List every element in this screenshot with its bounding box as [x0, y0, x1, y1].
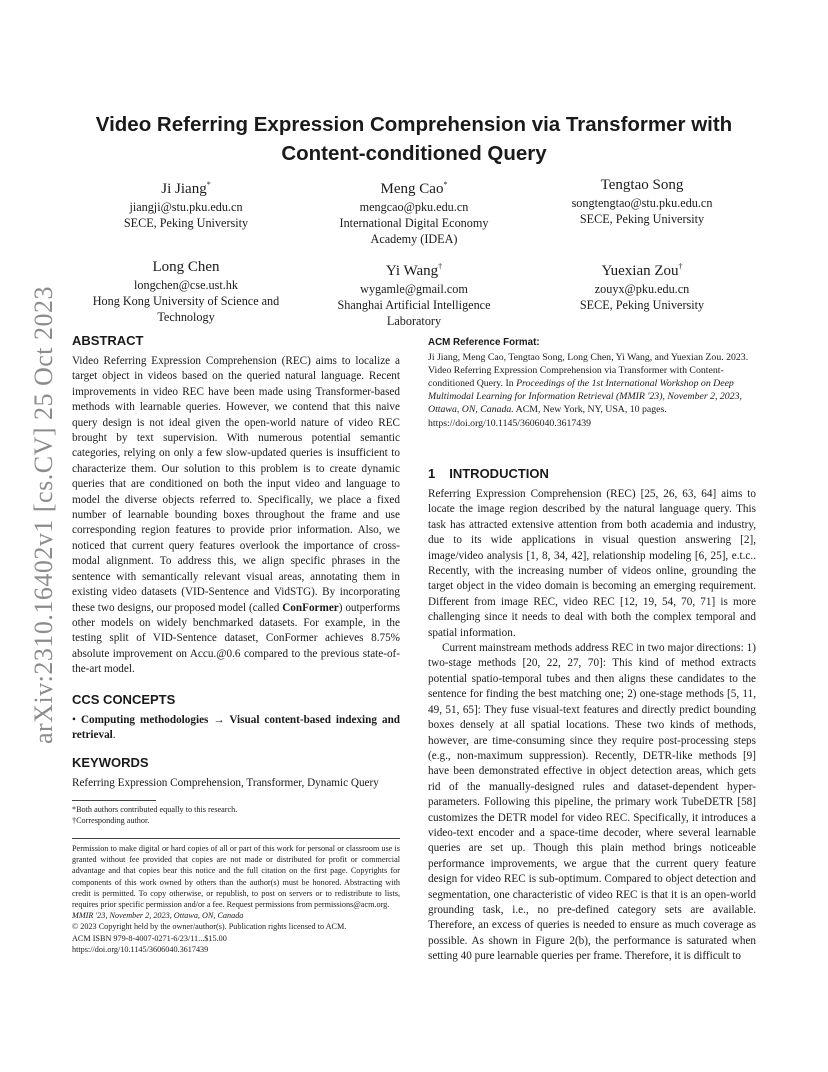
author-long-chen	[72, 257, 300, 325]
author-email: songtengtao@stu.pku.edu.cn	[571, 196, 713, 210]
footnote-equal: *Both authors contributed equally to this research.	[72, 805, 238, 814]
author-name: Ji Jiang	[161, 181, 207, 197]
author-affiliation: International Digital Economy	[339, 216, 489, 230]
title-line-1: Video Referring Expression Comprehension via Transformer with	[95, 113, 733, 136]
permission-block	[72, 838, 400, 955]
ccs-section	[72, 692, 400, 744]
acm-reference-heading: ACM Reference Format:	[428, 337, 540, 348]
model-name: ConFormer	[282, 601, 339, 614]
arxiv-stamp	[14, 255, 74, 775]
abstract-heading: ABSTRACT	[72, 333, 144, 348]
title-line-2: Content-conditioned Query	[281, 142, 547, 165]
author-affiliation-2: Academy (IDEA)	[370, 232, 458, 246]
author-ji-jiang	[72, 175, 300, 231]
footnotes	[72, 800, 400, 826]
section-title: INTRODUCTION	[449, 466, 549, 481]
author-affiliation: Shanghai Artificial Intelligence	[337, 298, 491, 312]
abstract-text: Video Referring Expression Comprehension (REC) aims to localize a target object in videos based on the queried natural language. Recent improvements in video REC have been made using Transformer-based methods with learnable queries. However, we contend that this naive query design is not ideal given the open-world nature of video REC brought by text supervision. With numerous potential semantic categories, relying on only a few slow-updated queries is insufficient to characterize them. Our solution to this problem is to create dynamic queries that are conditioned on both the input video and language to model the diverse objects referred to. Specifically, we place a fixed number of learnable bounding boxes throughout the frame and use corresponding region features to provide prior information. Also, we noticed that current query features overlook the importance of cross-modal alignment. To address this, we align specific phrases in the sentence with semantically relevant visual areas, annotating them in existing video datasets (VID-Sentence and VidSTG). By incorporating these two designs, our proposed model (called	[72, 355, 400, 614]
ccs-bullet: •	[72, 714, 76, 726]
arxiv-stamp-text: arXiv:2310.16402v1 [cs.CV] 25 Oct 2023	[29, 285, 58, 745]
author-affiliation-2: Laboratory	[386, 314, 442, 328]
ccs-heading: CCS CONCEPTS	[72, 692, 176, 707]
author-yi-wang	[300, 257, 528, 329]
permission-isbn: ACM ISBN 979-8-4007-0271-6/23/11...$15.00	[72, 933, 227, 943]
keywords-heading: KEYWORDS	[72, 755, 149, 770]
footnote-corresponding: †Corresponding author.	[72, 816, 150, 825]
author-affiliation: Hong Kong University of Science and	[92, 294, 280, 308]
author-email: longchen@cse.ust.hk	[134, 278, 238, 292]
author-email: mengcao@pku.edu.cn	[359, 200, 469, 214]
author-affiliation-2: Technology	[157, 310, 215, 324]
acm-reference	[428, 336, 756, 430]
acm-reference-end: ACM, New York, NY, USA, 10 pages. https://doi.org/10.1145/3606040.3617439	[428, 404, 667, 429]
permission-rule	[72, 838, 400, 839]
ccs-concept: Computing methodologies → Visual content-based indexing and retrieval	[72, 714, 401, 742]
author-affiliation: SECE, Peking University	[579, 298, 705, 312]
permission-copyright: © 2023 Copyright held by the owner/author(s). Publication rights licensed to ACM.	[72, 922, 347, 932]
permission-venue: MMIR '23, November 2, 2023, Ottawa, ON, Canada	[72, 911, 244, 921]
acm-reference-proceedings: Proceedings of the 1st International Workshop on Deep Multimodal Learning for Information Retrieval (MMIR '23), November 2, 2023, Ottawa, ON, Canada.	[428, 378, 742, 416]
author-email: wygamle@gmail.com	[360, 282, 468, 296]
author-tengtao-song	[528, 175, 756, 227]
author-meng-cao	[300, 175, 528, 247]
author-name: Meng Cao	[380, 181, 444, 197]
keywords-section	[72, 755, 400, 791]
section-number: 1	[428, 466, 436, 481]
author-mark: †	[678, 262, 683, 271]
author-name: Tengtao Song	[600, 177, 684, 193]
keywords-text: Referring Expression Comprehension, Transformer, Dynamic Query	[72, 777, 379, 789]
author-name: Yuexian Zou	[601, 263, 679, 279]
abstract-body	[72, 354, 400, 702]
permission-doi: https://doi.org/10.1145/3606040.3617439	[72, 944, 209, 954]
author-block	[72, 175, 756, 328]
author-name: Long Chen	[152, 259, 220, 275]
author-name: Yi Wang	[385, 263, 439, 279]
author-mark: †	[438, 262, 443, 271]
author-yuexian-zou	[528, 257, 756, 313]
author-email: zouyx@pku.edu.cn	[594, 282, 690, 296]
ccs-period: .	[112, 729, 116, 742]
introduction-heading	[428, 466, 756, 481]
intro-paragraph-1: Referring Expression Comprehension (REC) [25, 26, 63, 64] aims to locate the image region described by the natural language query. This task has attracted extensive attention from both academia and industry, due to its wide applications in visual question answering [2], image/video analysis [1, 8, 34, 42], relationship modeling [6, 25], e.t.c.. Recently, with the increasing number of videos online, grounding the target object in the video domain is becoming an emerging requirement. Different from image REC, video REC [12, 19, 54, 70, 71] is more challenging since it needs to deal with both the complex temporal and spatial information.	[428, 488, 756, 639]
permission-text: Permission to make digital or hard copies of all or part of this work for personal or classroom use is granted without fee provided that copies are not made or distributed for profit or commercial advantage and that copies bear this notice and the full citation on the first page. Copyrights for components of this work owned by others than the author(s) must be honored. Abstracting with credit is permitted. To copy otherwise, or republish, to post on servers or to redistribute to lists, requires prior specific permission and/or a fee. Request permissions from permissions@acm.org.	[72, 844, 400, 910]
acm-reference-text	[428, 351, 756, 430]
abstract-text-end: ) outperforms other models on widely benchmarked datasets. For example, in the testing split of VID-Sentence dataset, ConFormer achieves 8.75% absolute improvement on Accu.@0.6 compared to the previous state-of-the-art model.	[72, 601, 400, 676]
introduction-section	[428, 466, 756, 977]
author-affiliation: SECE, Peking University	[579, 212, 705, 226]
ccs-concepts	[72, 713, 400, 744]
author-mark: *	[206, 180, 211, 189]
footnote-rule	[72, 800, 156, 801]
author-email: jiangji@stu.pku.edu.cn	[129, 200, 243, 214]
author-mark: *	[443, 180, 448, 189]
introduction-body	[428, 487, 756, 977]
paper-title	[72, 110, 756, 168]
author-affiliation: SECE, Peking University	[123, 216, 249, 230]
intro-paragraph-2: Current mainstream methods address REC in two major directions: 1) two-stage methods [20, 22, 27, 70]: This kind of method extracts potential spatio-temporal tubes and then aligns these candidates to the sentence for finding the best matching one; 2) one-stage methods [5, 11, 49, 51, 65]: They fuse visual-text features and directly predict bounding boxes densely at all spatial locations. These two kinds of methods, however, are time-consuming since they require post-processing steps (e.g., non-maximum suppression). Recently, DETR-like methods [9] have been demonstrated effective in object detection areas, which gets rid of the manually-designed rules and dataset-dependent hyper-parameters. Following this pipeline, the primary work TubeDETR [58] customizes the DETR model for video REC. Specifically, it introduces a video-text encoder and a space-time decoder, where several learnable queries are set up. Though this plain method brings noticeable performance improvements, we argue that the current query feature design for video REC is sub-optimum. Compared to object detection and segmentation, one characteristic of video REC is that it is an open-world grounding task, i.e., no pre-defined category sets are available. Therefore, an excess of queries is needed to ensure as much coverage as possible. As shown in Figure 2(b), the performance is saturated when setting 40 pure learnable queries per frame. Therefore, it is difficult to	[428, 642, 756, 963]
acm-reference-start: Ji Jiang, Meng Cao, Tengtao Song, Long Chen, Yi Wang, and Yuexian Zou. 2023. Video Referring Expression Comprehension via Transformer with Content-conditioned Query. In	[428, 352, 749, 390]
abstract-section	[72, 333, 400, 702]
